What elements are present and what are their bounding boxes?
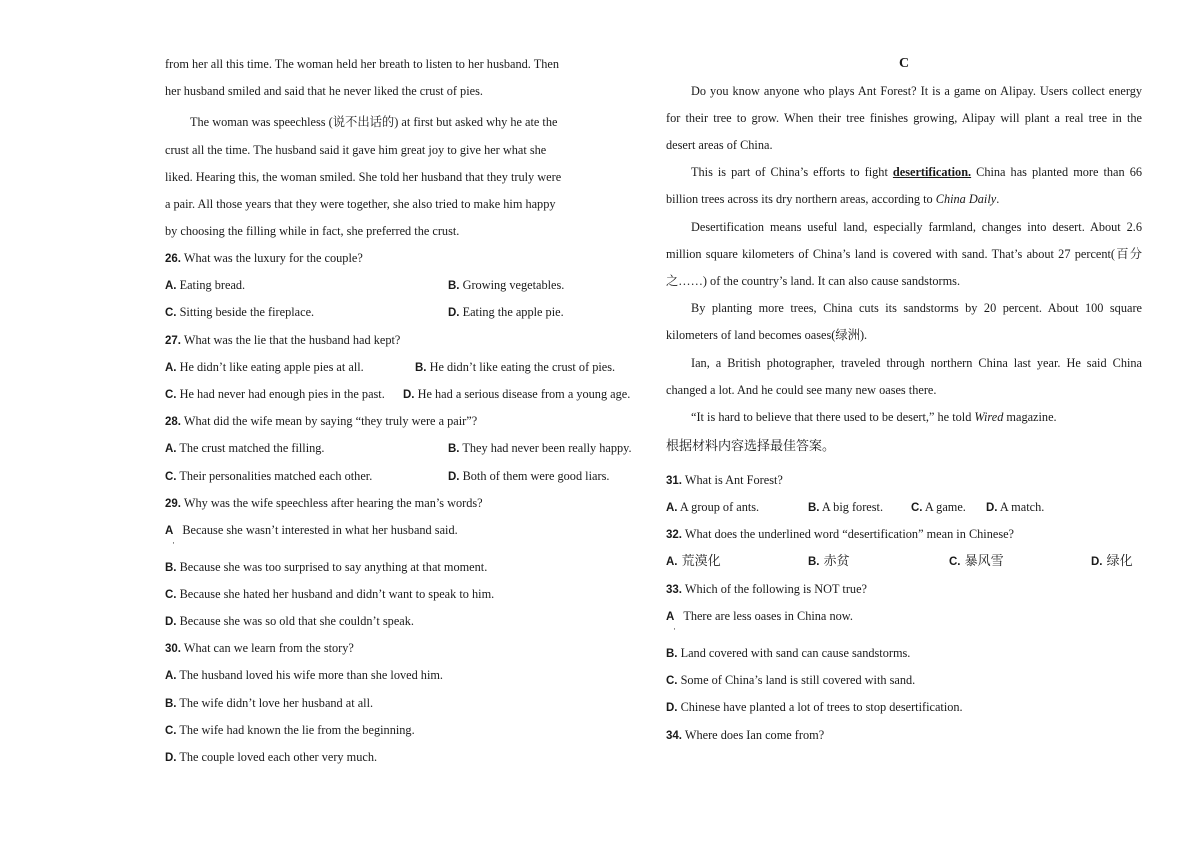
list-bullet-dot: · <box>673 624 676 634</box>
list-bullet-dot: · <box>172 538 175 548</box>
question-31: 31. What is Ant Forest? <box>666 473 783 487</box>
passage-line: billion trees across its dry northern areas, according to China Daily. <box>666 192 1000 206</box>
q33-option-d[interactable]: D. Chinese have planted a lot of trees to stop desertification. <box>666 700 963 714</box>
q29-option-c[interactable]: C. Because she hated her husband and didn’t want to speak to him. <box>165 587 495 601</box>
q32-option-d[interactable]: D. 绿化 <box>1091 554 1133 569</box>
q27-option-b[interactable]: B. He didn’t like eating the crust of pies. <box>415 360 616 374</box>
question-32: 32. What does the underlined word “desertification” mean in Chinese? <box>666 527 1015 541</box>
q29-option-b[interactable]: B. Because she was too surprised to say anything at that moment. <box>165 560 488 574</box>
q32-option-b[interactable]: B. 赤贫 <box>808 554 850 569</box>
passage-line: changed a lot. And he could see many new oases there. <box>666 383 937 397</box>
q29-option-d[interactable]: D. Because she was so old that she couldn’t speak. <box>165 614 414 628</box>
q28-option-a[interactable]: A. The crust matched the filling. <box>165 441 325 455</box>
q33-option-c[interactable]: C. Some of China’s land is still covered with sand. <box>666 673 916 687</box>
passage-line: Do you know anyone who plays Ant Forest? It is a game on Alipay. Users collect energy <box>691 84 1142 98</box>
passage-line: This is part of China’s efforts to fight desertification. China has planted more than 66 <box>691 165 1142 179</box>
q26-option-d[interactable]: D. Eating the apple pie. <box>448 305 564 319</box>
q26-option-a[interactable]: A. Eating bread. <box>165 278 246 292</box>
passage-line: million square kilometers of China’s land is covered with sand. That’s about 27 percent(百分 <box>666 247 1142 261</box>
q31-option-b[interactable]: B. A big forest. <box>808 500 884 514</box>
passage-line: kilometers of land becomes oases(绿洲). <box>666 328 868 342</box>
question-28: 28. What did the wife mean by saying “they truly were a pair”? <box>165 414 478 428</box>
story-line: crust all the time. The husband said it gave him great joy to give her what she <box>165 143 547 157</box>
passage-line: “It is hard to believe that there used to be desert,” he told Wired magazine. <box>691 410 1057 424</box>
story-line: from her all this time. The woman held her breath to listen to her husband. Then <box>165 57 559 71</box>
passage-line: Ian, a British photographer, traveled through northern China last year. He said China <box>691 356 1142 370</box>
section-heading: C <box>898 56 910 71</box>
story-line: her husband smiled and said that he never liked the crust of pies. <box>165 84 483 98</box>
question-27: 27. What was the lie that the husband had kept? <box>165 333 401 347</box>
q30-option-d[interactable]: D. The couple loved each other very much. <box>165 750 378 764</box>
q31-option-d[interactable]: D. A match. <box>986 500 1045 514</box>
passage-line: for their tree to grow. When their tree finishes growing, Alipay will plant a real tree in the <box>666 111 1142 125</box>
q33-option-b[interactable]: B. Land covered with sand can cause sandstorms. <box>666 646 911 660</box>
q28-option-b[interactable]: B. They had never been really happy. <box>448 441 632 455</box>
q31-option-c[interactable]: C. A game. <box>911 500 966 514</box>
question-34: 34. Where does Ian come from? <box>666 728 825 742</box>
q33-option-a[interactable]: A There are less oases in China now. <box>666 609 853 623</box>
question-26: 26. What was the luxury for the couple? <box>165 251 363 265</box>
q29-option-a[interactable]: A Because she wasn’t interested in what her husband said. <box>165 523 458 537</box>
q27-option-d[interactable]: D. He had a serious disease from a young age. <box>403 387 631 401</box>
question-30: 30. What can we learn from the story? <box>165 641 354 655</box>
instruction-text: 根据材料内容选择最佳答案。 <box>666 439 836 454</box>
q30-option-c[interactable]: C. The wife had known the lie from the beginning. <box>165 723 415 737</box>
q28-option-c[interactable]: C. Their personalities matched each other. <box>165 469 373 483</box>
story-line: a pair. All those years that they were together, she also tried to make him happy <box>165 197 556 211</box>
question-33: 33. Which of the following is NOT true? <box>666 582 867 596</box>
passage-line: By planting more trees, China cuts its sandstorms by 20 percent. About 100 square <box>691 301 1142 315</box>
question-29: 29. Why was the wife speechless after hearing the man’s words? <box>165 496 483 510</box>
story-line: by choosing the filling while in fact, she preferred the crust. <box>165 224 460 238</box>
story-line: liked. Hearing this, the woman smiled. She told her husband that they truly were <box>165 170 562 184</box>
story-line: The woman was speechless (说不出话的) at first but asked why he ate the <box>190 115 558 129</box>
q27-option-c[interactable]: C. He had never had enough pies in the past. <box>165 387 385 401</box>
q32-option-a[interactable]: A. 荒漠化 <box>666 554 721 569</box>
q32-option-c[interactable]: C. 暴风雪 <box>949 554 1004 569</box>
q31-option-a[interactable]: A. A group of ants. <box>666 500 760 514</box>
q26-option-b[interactable]: B. Growing vegetables. <box>448 278 565 292</box>
q27-option-a[interactable]: A. He didn’t like eating apple pies at all. <box>165 360 364 374</box>
q30-option-a[interactable]: A. The husband loved his wife more than she loved him. <box>165 668 443 682</box>
underlined-word: desertification. <box>892 165 972 179</box>
q30-option-b[interactable]: B. The wife didn’t love her husband at all. <box>165 696 374 710</box>
q26-option-c[interactable]: C. Sitting beside the fireplace. <box>165 305 315 319</box>
passage-line: desert areas of China. <box>666 138 773 152</box>
passage-line: 之……) of the country’s land. It can also cause sandstorms. <box>666 274 961 288</box>
passage-line: Desertification means useful land, especially farmland, changes into desert. About 2.6 <box>691 220 1142 234</box>
q28-option-d[interactable]: D. Both of them were good liars. <box>448 469 610 483</box>
